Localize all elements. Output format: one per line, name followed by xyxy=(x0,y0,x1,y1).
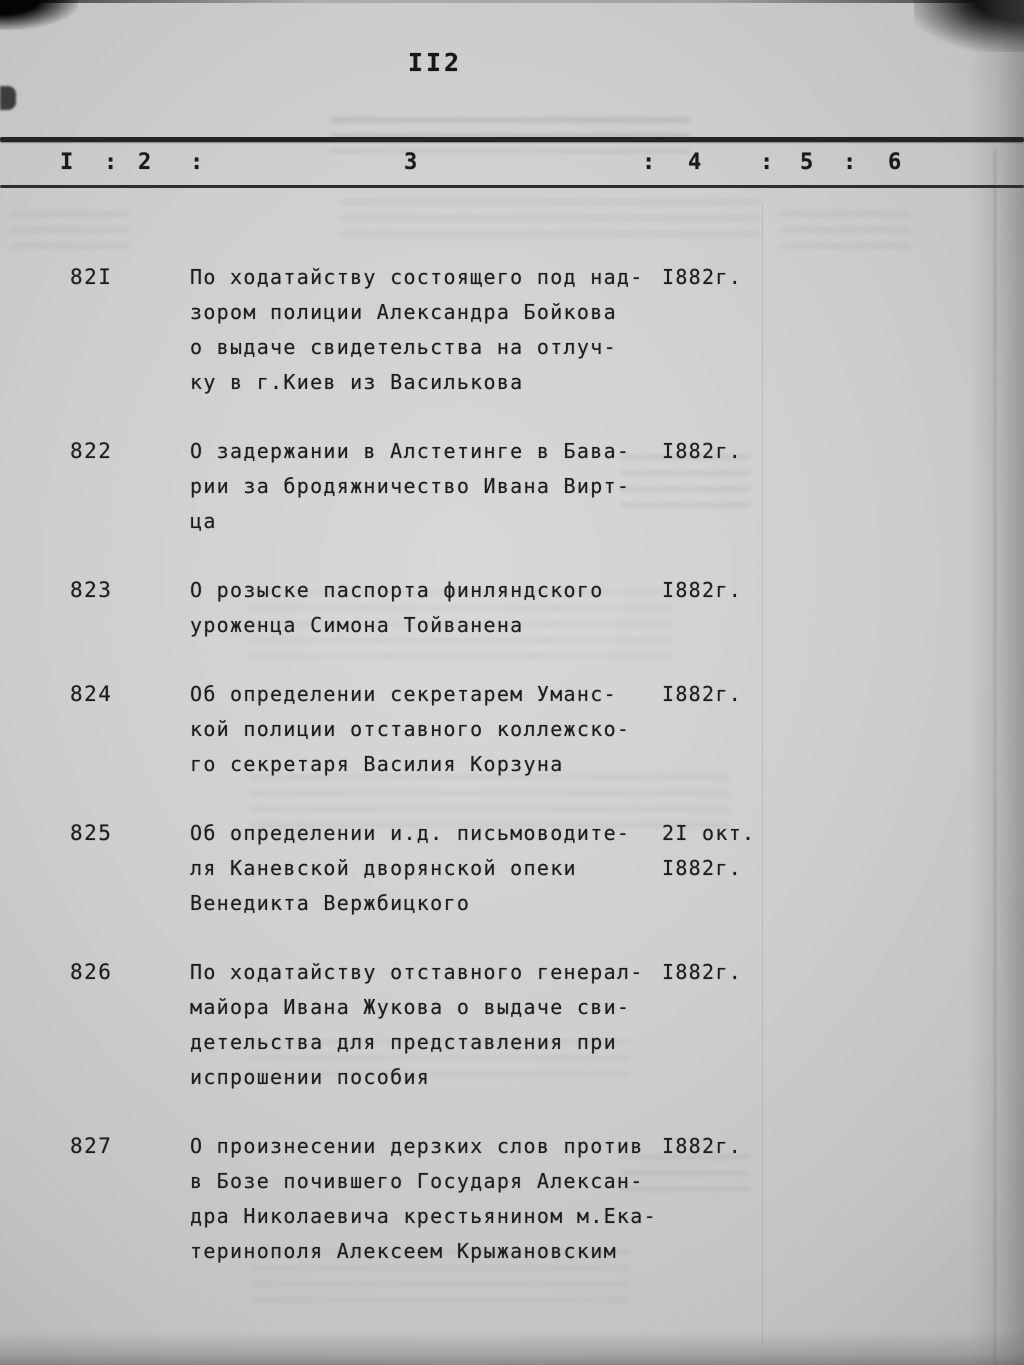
entry-description-line: Об определении секретарем Уманс- xyxy=(190,682,617,706)
edge-mark xyxy=(0,86,16,110)
entry-number: 825 xyxy=(70,821,113,845)
entry-date-line: I882г. xyxy=(662,578,743,602)
entry-description xyxy=(190,260,670,400)
column-separator: : xyxy=(843,150,857,175)
entry-description-line: уроженца Симона Тойванена xyxy=(190,613,524,637)
entry-number: 82I xyxy=(70,265,113,289)
table-row xyxy=(0,260,1024,400)
entry-description xyxy=(190,1129,670,1269)
column-header-4: 4 xyxy=(688,150,702,175)
entry-description-line: дра Николаевича крестьянином м.Ека- xyxy=(190,1204,657,1228)
entry-description-line: го секретаря Василия Корзуна xyxy=(190,752,564,776)
entry-date xyxy=(662,260,742,295)
entry-number: 826 xyxy=(70,960,113,984)
column-separator: : xyxy=(190,150,204,175)
entry-date xyxy=(662,955,742,990)
table-row xyxy=(0,573,1024,643)
entry-date-line: I882г. xyxy=(662,1134,743,1158)
table-row xyxy=(0,955,1024,1095)
entry-description-line: испрошении пособия xyxy=(190,1065,431,1089)
corner-shadow-left xyxy=(0,0,78,30)
table-row xyxy=(0,677,1024,782)
entry-date xyxy=(662,434,742,469)
entry-date-line: I882г. xyxy=(662,439,743,463)
entry-description-line: теринополя Алексеем Крыжановским xyxy=(190,1239,617,1263)
entry-date-line: 2I окт. xyxy=(662,821,756,845)
entry-description-line: О произнесении дерзких слов против xyxy=(190,1134,644,1158)
entry-description-line: ля Каневской дворянской опеки xyxy=(190,856,577,880)
entry-description-line: зором полиции Александра Бойкова xyxy=(190,300,617,324)
entry-description-line: О розыске паспорта финляндского xyxy=(190,578,604,602)
entry-date-line: I882г. xyxy=(662,960,743,984)
entry-date xyxy=(662,573,742,608)
bleed-through-smudge xyxy=(10,212,130,248)
column-header-1: I xyxy=(60,150,74,175)
table-row xyxy=(0,816,1024,921)
column-header-6: 6 xyxy=(888,150,902,175)
bleed-through-smudge xyxy=(780,212,910,248)
entry-description-line: майора Ивана Жукова о выдаче сви- xyxy=(190,995,631,1019)
entry-date-line: I882г. xyxy=(662,856,743,880)
entry-description xyxy=(190,816,670,921)
entry-date xyxy=(662,1129,742,1164)
entry-description-line: кой полиции отставного коллежско- xyxy=(190,717,631,741)
entry-number: 822 xyxy=(70,439,113,463)
entry-description-line: о выдаче свидетельства на отлуч- xyxy=(190,335,617,359)
entry-description-line: в Бозе почившего Государя Алексан- xyxy=(190,1169,644,1193)
entry-date-line: I882г. xyxy=(662,682,743,706)
register-entries xyxy=(0,245,1024,1303)
header-rule-top xyxy=(0,137,1024,142)
entry-description-line: О задержании в Алстетинге в Бава- xyxy=(190,439,631,463)
entry-number: 827 xyxy=(70,1134,113,1158)
entry-description-line: Венедикта Вержбицкого xyxy=(190,891,471,915)
column-header-2: 2 xyxy=(138,150,152,175)
entry-description-line: ку в г.Киев из Василькова xyxy=(190,370,524,394)
entry-date-line: I882г. xyxy=(662,265,743,289)
paper-bottom-edge xyxy=(0,1331,1024,1365)
column-header-5: 5 xyxy=(800,150,814,175)
entry-description-line: По ходатайству состоящего под над- xyxy=(190,265,644,289)
entry-description-line: ца xyxy=(190,509,217,533)
column-separator: : xyxy=(760,150,774,175)
entry-description-line: детельства для представления при xyxy=(190,1030,617,1054)
entry-number: 824 xyxy=(70,682,113,706)
entry-description xyxy=(190,573,670,643)
table-row xyxy=(0,434,1024,539)
entry-number: 823 xyxy=(70,578,113,602)
column-header-3: 3 xyxy=(404,150,418,175)
entry-description-line: рии за бродяжничество Ивана Вирт- xyxy=(190,474,631,498)
entry-description-line: По ходатайству отставного генерал- xyxy=(190,960,644,984)
table-row xyxy=(0,1129,1024,1269)
entry-date xyxy=(662,677,742,712)
entry-description xyxy=(190,677,670,782)
column-separator: : xyxy=(104,150,118,175)
column-separator: : xyxy=(642,150,656,175)
page-number: II2 xyxy=(407,48,463,77)
scan-edge-line xyxy=(0,0,1024,3)
entry-description-line: Об определении и.д. письмоводите- xyxy=(190,821,631,845)
header-rule-bottom xyxy=(0,185,1024,188)
entry-description xyxy=(190,434,670,539)
entry-description xyxy=(190,955,670,1095)
bleed-through-smudge xyxy=(330,118,690,152)
entry-date xyxy=(662,816,755,886)
bleed-through-smudge xyxy=(340,200,760,246)
